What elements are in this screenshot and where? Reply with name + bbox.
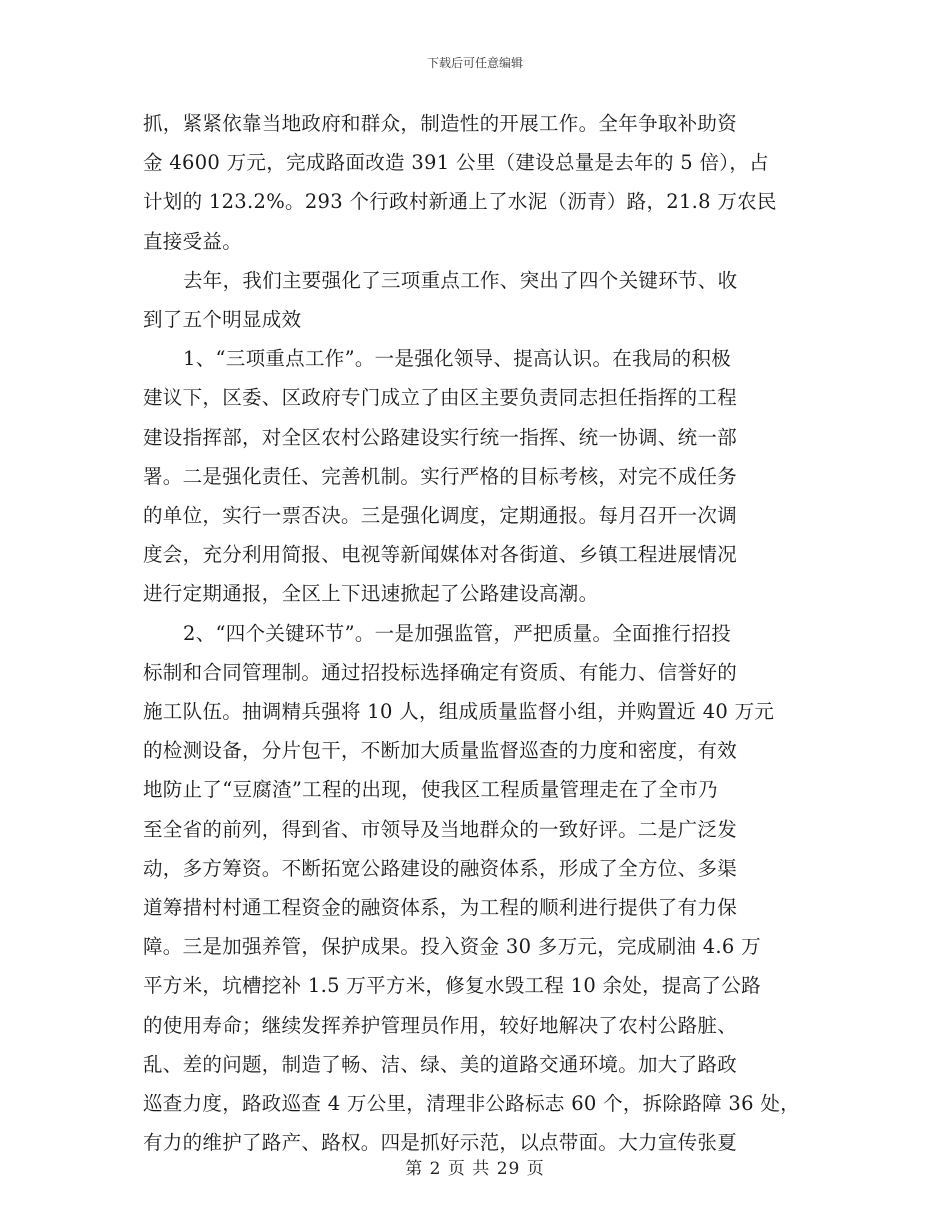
text-line: 到了五个明显成效 <box>143 308 302 332</box>
paragraph-2 <box>143 261 823 339</box>
text-line: 去年，我们主要强化了三项重点工作、突出了四个关键环节、收 <box>183 268 738 292</box>
paragraph-3 <box>143 339 823 613</box>
text-line: 建设指挥部，对全区农村公路建设实行统一指挥、统一协调、统一部 <box>143 425 738 449</box>
text-line: 施工队伍。抽调精兵强将 10 人，组成质量监督小组，并购置近 40 万元 <box>143 700 775 724</box>
text-line: 进行定期通报，全区上下迅速掀起了公路建设高潮。 <box>143 582 599 606</box>
text-line: 建议下，区委、区政府专门成立了由区主要负责同志担任指挥的工程 <box>143 386 738 410</box>
text-line: 乱、差的问题，制造了畅、洁、绿、美的道路交通环境。加大了路政 <box>143 1052 738 1076</box>
paragraph-1 <box>143 104 823 261</box>
text-line: 金 4600 万元，完成路面改造 391 公里（建设总量是去年的 5 倍），占 <box>143 151 769 175</box>
text-line: 有力的维护了路产、路权。四是抓好示范，以点带面。大力宣传张夏 <box>143 1131 738 1155</box>
text-line: 地防止了“豆腐渣”工程的出现，使我区工程质量管理走在了全市乃 <box>143 778 718 802</box>
text-line: 障。三是加强养管，保护成果。投入资金 30 多万元，完成刷油 4.6 万 <box>143 935 761 959</box>
text-line: 署。二是强化责任、完善机制。实行严格的目标考核，对完不成任务 <box>143 464 738 488</box>
paragraph-4 <box>143 614 823 1163</box>
text-line: 1、“三项重点工作”。一是强化领导、提高认识。在我局的积极 <box>183 347 732 371</box>
page-number: 第 2 页 共 29 页 <box>405 1159 545 1179</box>
text-line: 的使用寿命；继续发挥养护管理员作用，较好地解决了农村公路脏、 <box>143 1013 738 1037</box>
text-line: 巡查力度，路政巡查 4 万公里，清理非公路标志 60 个，拆除路障 36 处， <box>143 1092 800 1116</box>
text-line: 计划的 123.2%。293 个行政村新通上了水泥（沥青）路，21.8 万农民 <box>143 190 777 214</box>
text-line: 标制和合同管理制。通过招投标选择确定有资质、有能力、信誉好的 <box>143 660 738 684</box>
text-line: 抓，紧紧依靠当地政府和群众，制造性的开展工作。全年争取补助资 <box>143 112 738 135</box>
text-line: 2、“四个关键环节”。一是加强监管，严把质量。全面推行招投 <box>183 621 732 645</box>
page-header-note: 下载后可任意编辑 <box>426 56 523 70</box>
text-line: 平方米，坑槽挖补 1.5 万平方米，修复水毁工程 10 余处，提高了公路 <box>143 974 761 998</box>
text-line: 的单位，实行一票否决。三是强化调度，定期通报。每月召开一次调 <box>143 504 738 528</box>
text-line: 至全省的前列，得到省、市领导及当地群众的一致好评。二是广泛发 <box>143 817 738 841</box>
text-line: 动，多方筹资。不断拓宽公路建设的融资体系，形成了全方位、多渠 <box>143 856 738 880</box>
text-line: 道筹措村村通工程资金的融资体系，为工程的顺利进行提供了有力保 <box>143 896 738 920</box>
text-line: 直接受益。 <box>143 229 243 253</box>
text-line: 度会，充分利用简报、电视等新闻媒体对各街道、乡镇工程进展情况 <box>143 543 738 567</box>
document-body <box>143 104 823 1162</box>
text-line: 的检测设备，分片包干，不断加大质量监督巡查的力度和密度，有效 <box>143 739 738 763</box>
